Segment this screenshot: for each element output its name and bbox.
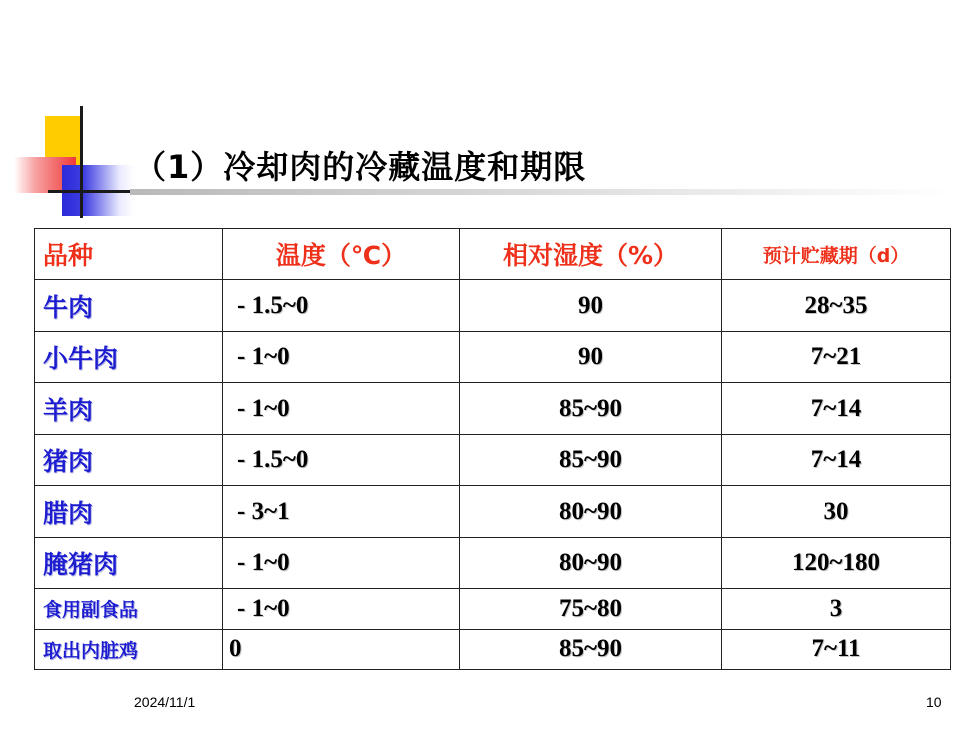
row-storage-days: 120~180	[722, 537, 951, 588]
row-name: 牛肉	[35, 280, 223, 331]
row-storage-days: 30	[722, 486, 951, 537]
row-storage-days: 3	[722, 589, 951, 629]
row-storage-days: 7~21	[722, 331, 951, 382]
table-row	[35, 629, 951, 669]
row-humidity: 75~80	[460, 589, 722, 629]
title-underline	[130, 189, 950, 195]
row-temperature: - 1.5~0	[223, 434, 460, 485]
page-number: 10	[926, 694, 942, 710]
row-name: 食用副食品	[35, 589, 223, 629]
row-temperature: - 1~0	[223, 589, 460, 629]
header-variety: 品种	[35, 229, 223, 280]
table-row	[35, 331, 951, 382]
row-name: 小牛肉	[35, 331, 223, 382]
row-humidity: 80~90	[460, 537, 722, 588]
row-temperature: 0	[223, 629, 460, 669]
slide-title: （1）冷却肉的冷藏温度和期限	[134, 148, 587, 186]
row-name: 腊肉	[35, 486, 223, 537]
row-storage-days: 7~11	[722, 629, 951, 669]
row-name: 腌猪肉	[35, 537, 223, 588]
row-storage-days: 7~14	[722, 434, 951, 485]
title-ornament-vertical-line	[80, 106, 83, 218]
table-row	[35, 486, 951, 537]
row-storage-days: 7~14	[722, 383, 951, 434]
header-humidity: 相对湿度（%）	[460, 229, 722, 280]
table-row	[35, 383, 951, 434]
row-temperature: - 3~1	[223, 486, 460, 537]
row-humidity: 80~90	[460, 486, 722, 537]
slide-date: 2024/11/1	[134, 694, 196, 710]
row-humidity: 85~90	[460, 629, 722, 669]
table-row	[35, 434, 951, 485]
header-temperature: 温度（℃）	[223, 229, 460, 280]
row-temperature: - 1.5~0	[223, 280, 460, 331]
row-temperature: - 1~0	[223, 331, 460, 382]
header-storage-period: 预计贮藏期（d）	[722, 229, 951, 280]
row-humidity: 85~90	[460, 434, 722, 485]
row-humidity: 90	[460, 280, 722, 331]
row-temperature: - 1~0	[223, 383, 460, 434]
row-name: 取出内脏鸡	[35, 629, 223, 669]
row-temperature: - 1~0	[223, 537, 460, 588]
row-humidity: 90	[460, 331, 722, 382]
row-humidity: 85~90	[460, 383, 722, 434]
storage-table	[34, 228, 951, 670]
table-row	[35, 537, 951, 588]
table-header-row	[35, 229, 951, 280]
row-name: 猪肉	[35, 434, 223, 485]
row-storage-days: 28~35	[722, 280, 951, 331]
table-row	[35, 280, 951, 331]
row-name: 羊肉	[35, 383, 223, 434]
table-row	[35, 589, 951, 629]
title-ornament-horizontal-line	[48, 190, 132, 193]
